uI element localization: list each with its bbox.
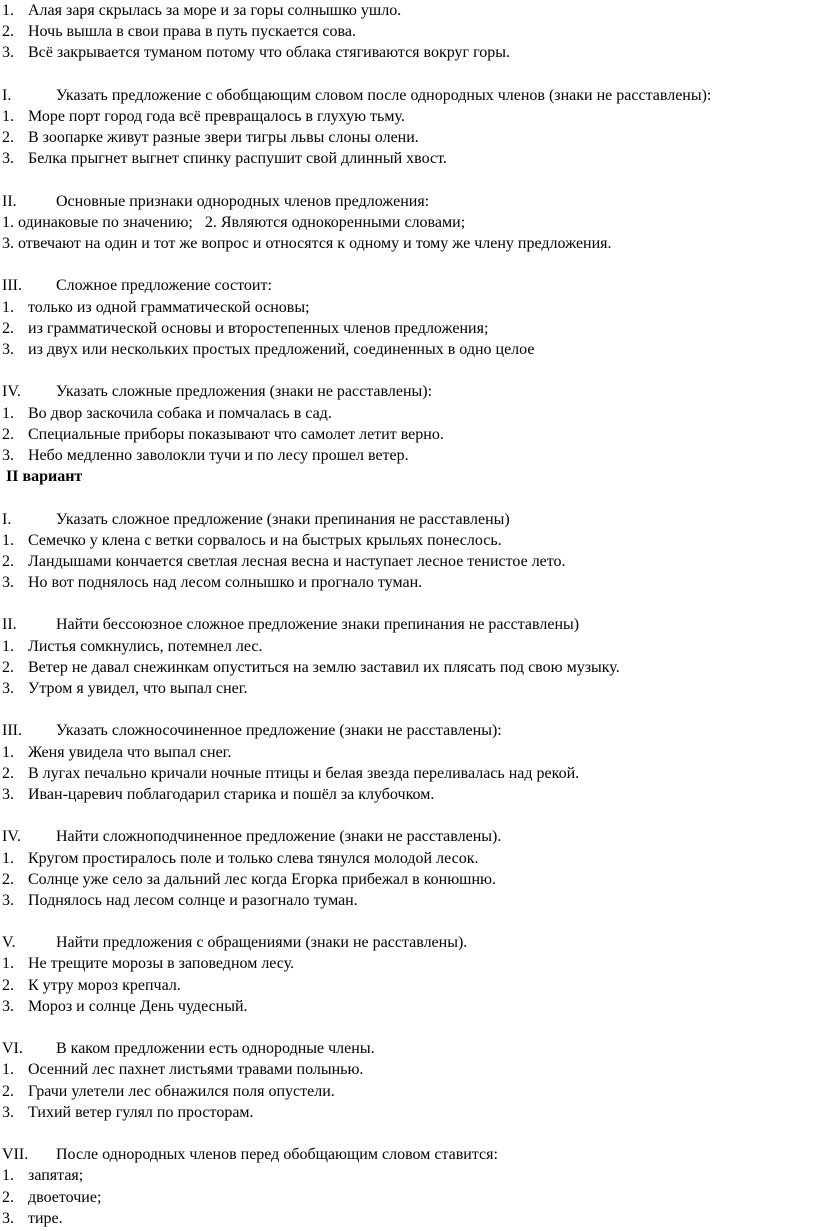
- option-number: 3.: [2, 574, 14, 592]
- option-text: Специальные приборы показывают что самолет летит верно.: [28, 425, 444, 443]
- option-number: 2.: [2, 129, 14, 147]
- question-heading: [2, 614, 814, 635]
- option-number: 3.: [2, 1209, 14, 1227]
- question-number: IV.: [2, 383, 21, 401]
- answer-option: [2, 127, 814, 148]
- question-number: II.: [2, 192, 17, 210]
- answer-option: [2, 1102, 814, 1123]
- answer-option: [2, 1187, 814, 1208]
- option-text: Тихий ветер гулял по просторам.: [28, 1103, 254, 1121]
- answer-option: [2, 551, 814, 572]
- option-number: 2.: [2, 1082, 14, 1100]
- question-title: Найти сложноподчиненное предложение (знаки не расставлены).: [56, 828, 502, 846]
- option-number: 3.: [2, 997, 14, 1015]
- option-text: тире.: [28, 1209, 63, 1227]
- answer-option: [2, 1165, 814, 1186]
- variant-heading: II вариант: [6, 468, 83, 486]
- answer-option: [2, 784, 814, 805]
- option-text: К утру мороз крепчал.: [28, 976, 181, 994]
- question-heading: [2, 826, 814, 847]
- answer-option: [2, 318, 814, 339]
- option-number: 1.: [2, 298, 14, 316]
- option-number: 3.: [2, 891, 14, 909]
- option-text: только из одной грамматической основы;: [28, 298, 310, 316]
- option-text: Во двор заскочила собака и помчалась в сад.: [28, 404, 332, 422]
- answer-option: [2, 763, 814, 784]
- question-block: [2, 85, 814, 170]
- option-number: 2.: [2, 552, 14, 570]
- intro-list: [2, 0, 814, 64]
- option-number: 3.: [2, 150, 14, 168]
- question-number: VI.: [2, 1040, 23, 1058]
- option-number: 2.: [2, 870, 14, 888]
- list-item: [2, 21, 814, 42]
- answer-option: [2, 106, 814, 127]
- option-number: 1.: [2, 404, 14, 422]
- option-text: Иван-царевич поблагодарил старика и пошёл за клубочком.: [28, 785, 435, 803]
- option-text: Но вот поднялось над лесом солнышко и прогнало туман.: [28, 574, 423, 592]
- option-number: 2.: [2, 425, 14, 443]
- question-number: V.: [2, 934, 16, 952]
- answer-option: [2, 403, 814, 424]
- answer-option: 3. отвечают на один и тот же вопрос и относятся к одному и тому же члену предложения.: [2, 235, 612, 253]
- question-heading: [2, 1038, 814, 1059]
- question-title: Найти бессоюзное сложное предложение знаки препинания не расставлены): [56, 616, 580, 634]
- option-number: 3.: [2, 446, 14, 464]
- option-number: 3.: [2, 1103, 14, 1121]
- answer-option: [2, 148, 814, 169]
- question-heading: [2, 720, 814, 741]
- question-block: [2, 381, 814, 466]
- list-item: [2, 0, 814, 21]
- question-heading: [2, 275, 814, 296]
- option-number: 3.: [2, 785, 14, 803]
- answer-option: [2, 445, 814, 466]
- item-number: 3.: [2, 44, 14, 62]
- option-text: Листья сомкнулись, потемнел лес.: [28, 637, 263, 655]
- answer-option: [2, 953, 814, 974]
- question-title: Указать сложносочиненное предложение (знаки не расставлены):: [56, 722, 502, 740]
- answer-option: [2, 572, 814, 593]
- option-number: 3.: [2, 680, 14, 697]
- question-block: [2, 932, 814, 1017]
- question-title: После однородных членов перед обобщающим словом ставится:: [56, 1146, 498, 1164]
- item-text: Всё закрывается туманом потому что облака стягиваются вокруг горы.: [28, 44, 511, 62]
- question-number: III.: [2, 722, 22, 740]
- option-number: 1.: [2, 743, 14, 761]
- option-number: 2.: [2, 764, 14, 782]
- question-block: [2, 191, 814, 255]
- question-number: I.: [2, 86, 12, 104]
- option-text: двоеточие;: [28, 1188, 102, 1206]
- answer-option: 1. одинаковые по значению; 2. Являются однокоренными словами;: [2, 213, 466, 231]
- question-block: [2, 509, 814, 594]
- question-title: Указать предложение с обобщающим словом после однородных членов (знаки не расставлены):: [56, 86, 712, 104]
- item-number: 2.: [2, 23, 14, 41]
- question-title: Указать сложные предложения (знаки не расставлены):: [56, 383, 433, 401]
- option-text: Солнце уже село за дальний лес когда Егорка прибежал в конюшню.: [28, 870, 496, 888]
- question-heading: [2, 1144, 814, 1165]
- answer-option: [2, 297, 814, 318]
- option-text: из двух или нескольких простых предложений, соединенных в одно целое: [28, 341, 535, 358]
- option-number: 3.: [2, 341, 14, 358]
- question-block: [2, 275, 814, 360]
- option-text: Море порт город года всё превращалось в глухую тьму.: [28, 107, 405, 125]
- option-text: В зоопарке живут разные звери тигры львы слоны олени.: [28, 129, 419, 147]
- option-text: Грачи улетели лес обнажился поля опустели.: [28, 1082, 335, 1100]
- option-text: Не трещите морозы в заповедном лесу.: [28, 955, 295, 973]
- option-text: Белка прыгнет выгнет спинку распушит свой длинный хвост.: [28, 150, 447, 168]
- answer-option: [2, 636, 814, 657]
- option-number: 1.: [2, 107, 14, 125]
- question-number: III.: [2, 277, 22, 295]
- answer-option: [2, 1208, 814, 1229]
- answer-option: [2, 848, 814, 869]
- option-text: Осенний лес пахнет листьями травами полынью.: [28, 1061, 364, 1079]
- answer-option: [2, 742, 814, 763]
- answer-option: [2, 530, 814, 551]
- answer-option: [2, 678, 814, 699]
- list-item: [2, 42, 814, 63]
- option-text: Кругом простиралось поле и только слева тянулся молодой лесок.: [28, 849, 479, 867]
- question-heading: [2, 509, 814, 530]
- answer-option: [2, 1081, 814, 1102]
- item-text: Алая заря скрылась за море и за горы солнышко ушло.: [28, 2, 402, 19]
- answer-option: [2, 339, 814, 360]
- option-text: Мороз и солнце День чудесный.: [28, 997, 248, 1015]
- question-block: [2, 614, 814, 699]
- answer-option: [2, 975, 814, 996]
- question-title: Основные признаки однородных членов предложения:: [56, 192, 430, 210]
- question-block: [2, 720, 814, 805]
- answer-option: [2, 424, 814, 445]
- question-heading: [2, 191, 814, 212]
- question-number: II.: [2, 616, 17, 634]
- answer-option: [2, 869, 814, 890]
- option-text: Небо медленно заволокли тучи и по лесу прошел ветер.: [28, 446, 409, 464]
- option-number: 2.: [2, 319, 14, 337]
- option-text: Утром я увидел, что выпал снег.: [28, 680, 248, 697]
- option-number: 2.: [2, 1188, 14, 1206]
- question-block: [2, 1144, 814, 1229]
- question-title: Указать сложное предложение (знаки препинания не расставлены): [56, 510, 510, 528]
- question-title: Сложное предложение состоит:: [56, 277, 272, 295]
- question-number: VII.: [2, 1146, 29, 1164]
- question-block: [2, 1038, 814, 1123]
- option-number: 2.: [2, 976, 14, 994]
- item-text: Ночь вышла в свои права в путь пускается сова.: [28, 23, 356, 41]
- item-number: 1.: [2, 2, 14, 19]
- option-text: Ветер не давал снежинкам опуститься на землю заставил их плясать под свою музыку.: [28, 658, 620, 676]
- question-title: В каком предложении есть однородные члены.: [56, 1040, 375, 1058]
- option-text: Поднялось над лесом солнце и разогнало туман.: [28, 891, 358, 909]
- document-page: [2, 0, 814, 1229]
- question-heading: [2, 381, 814, 402]
- option-text: Ландышами кончается светлая лесная весна и наступает лесное тенистое лето.: [28, 552, 566, 570]
- question-number: I.: [2, 510, 12, 528]
- option-number: 1.: [2, 1167, 14, 1185]
- option-text: запятая;: [28, 1167, 84, 1185]
- option-number: 1.: [2, 637, 14, 655]
- option-number: 2.: [2, 658, 14, 676]
- option-text: из грамматической основы и второстепенных членов предложения;: [28, 319, 489, 337]
- question-heading: [2, 85, 814, 106]
- option-number: 1.: [2, 849, 14, 867]
- question-number: IV.: [2, 828, 21, 846]
- option-text: Семечко у клена с ветки сорвалось и на быстрых крыльях понеслось.: [28, 531, 502, 549]
- option-number: 1.: [2, 955, 14, 973]
- answer-option: [2, 657, 814, 678]
- answer-option: [2, 996, 814, 1017]
- option-number: 1.: [2, 531, 14, 549]
- answer-option: [2, 1059, 814, 1080]
- option-number: 1.: [2, 1061, 14, 1079]
- question-heading: [2, 932, 814, 953]
- option-text: Женя увидела что выпал снег.: [28, 743, 232, 761]
- question-block: [2, 826, 814, 911]
- option-text: В лугах печально кричали ночные птицы и белая звезда переливалась над рекой.: [28, 764, 580, 782]
- question-title: Найти предложения с обращениями (знаки не расставлены).: [56, 934, 468, 952]
- answer-option: [2, 890, 814, 911]
